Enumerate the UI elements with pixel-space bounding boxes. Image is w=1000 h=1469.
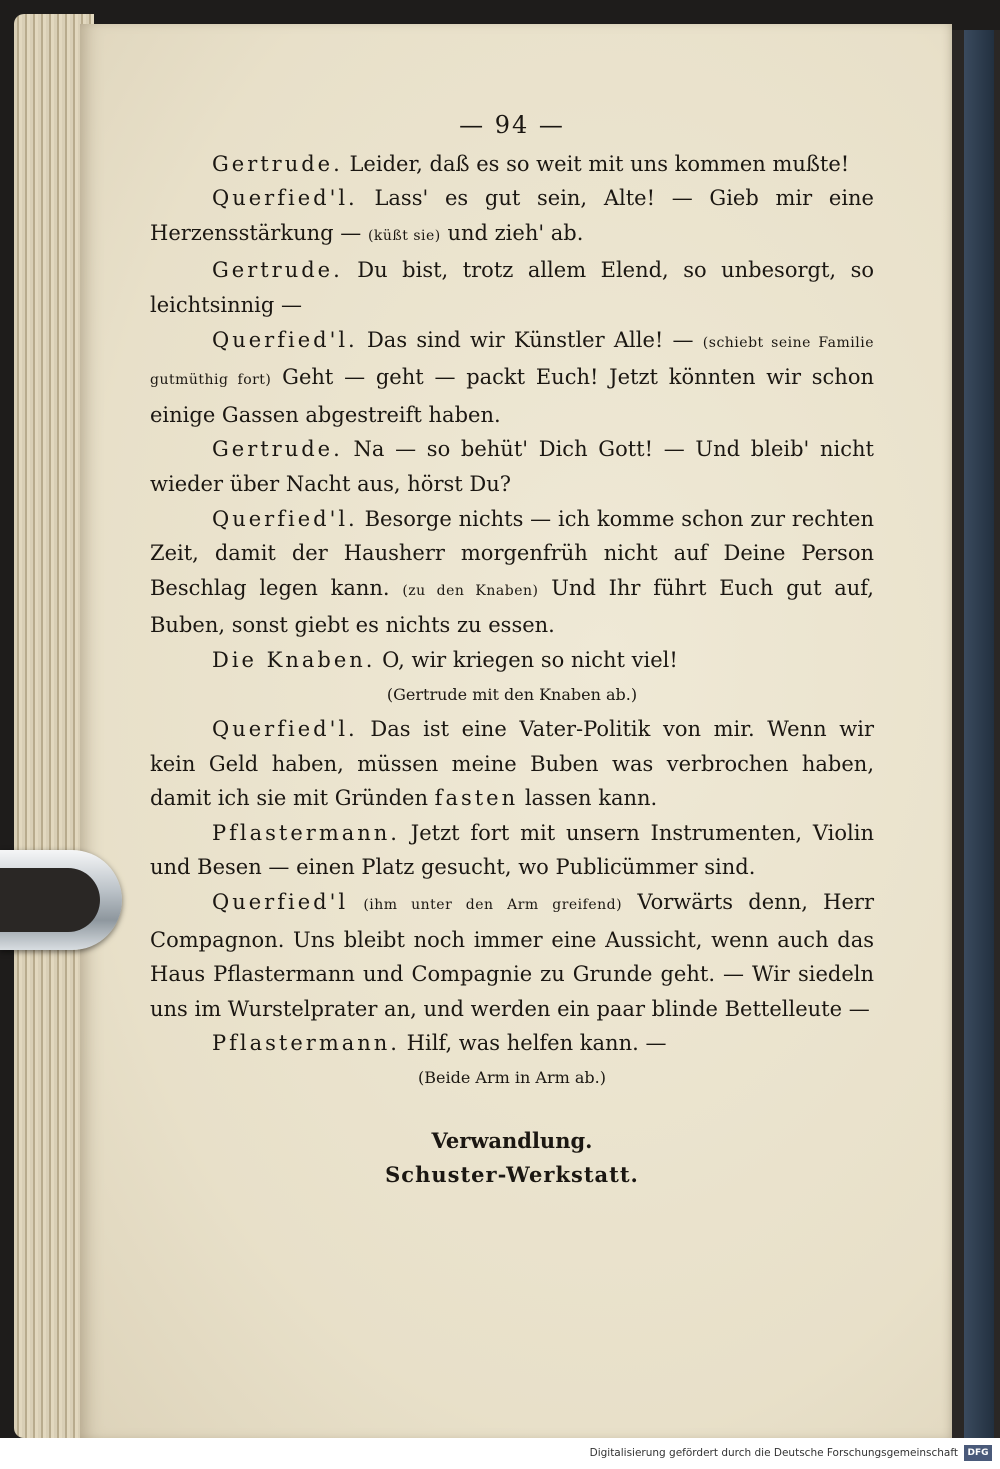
speech-pflastermann-2: Pflastermann. Hilf, was helfen kann. — (212, 1031, 667, 1056)
speech-querfiedl-4: Querfied'l. Das ist eine Vater-Politik von mir. Wenn wir kein Geld haben, müssen meine Buben was verbrochen haben, damit ich sie mit Gründen fasten lassen kann. (150, 717, 874, 811)
scene-location-heading: Schuster-Werkstatt. (385, 1162, 639, 1188)
scene-change-heading: Verwandlung. (431, 1127, 593, 1153)
funding-credit: Digitalisierung gefördert durch die Deutsche Forschungsgemeinschaft (589, 1447, 958, 1459)
speech-querfiedl-2: Querfied'l. Das sind wir Künstler Alle! — (schiebt seine Familie gutmüthig fort) Geht — geht — packt Euch! Jetzt könnten wir schon einige Gassen abgestreift haben. (150, 327, 875, 427)
dfg-logo-icon: DFG (964, 1445, 992, 1461)
speech-knaben: Die Knaben. O, wir kriegen so nicht viel! (212, 647, 678, 672)
page-text (150, 108, 874, 1193)
speech-gertrude-2: Gertrude. Du bist, trotz allem Elend, so unbesorgt, so leichtsinnig — (150, 258, 874, 317)
stage-direction-exit-1: (Gertrude mit den Knaben ab.) (386, 684, 638, 704)
page-clip-icon (0, 850, 122, 950)
cover-fabric (964, 30, 994, 1440)
stage-direction-exit-2: (Beide Arm in Arm ab.) (418, 1068, 606, 1088)
speech-gertrude-1: Gertrude. Leider, daß es so weit mit uns kommen mußte! (212, 151, 850, 176)
footer-bar (0, 1438, 1000, 1469)
speech-gertrude-3: Gertrude. Na — so behüt' Dich Gott! — Und bleib' nicht wieder über Nacht aus, hörst Du? (150, 437, 874, 496)
book-cover-edge (952, 30, 1000, 1440)
speech-querfiedl-3: Querfied'l. Besorge nichts — ich komme schon zur rechten Zeit, damit der Hausherr morgenfrüh nicht auf Deine Person Beschlag legen kann. (zu den Knaben) Und Ihr führt Euch gut auf, Buben, sonst giebt es nichts zu essen. (150, 506, 874, 638)
speech-querfiedl-1: Querfied'l. Lass' es gut sein, Alte! — Gieb mir eine Herzensstärkung — (küßt sie) und zieh' ab. (150, 186, 874, 245)
page-number: — 94 — (459, 111, 565, 139)
speech-querfiedl-5: Querfied'l (ihm unter den Arm greifend) Vorwärts denn, Herr Compagnon. Uns bleibt noch immer eine Aussicht, wenn auch das Haus Pflastermann und Compagnie zu Grunde geht. — Wir siedeln uns im Wurstelprater an, und werden ein paar blinde Bettelleute — (150, 890, 874, 1021)
speech-pflastermann-1: Pflastermann. Jetzt fort mit unsern Instrumenten, Violin und Besen — einen Platz gesucht, wo Publicümmer sind. (150, 820, 874, 880)
